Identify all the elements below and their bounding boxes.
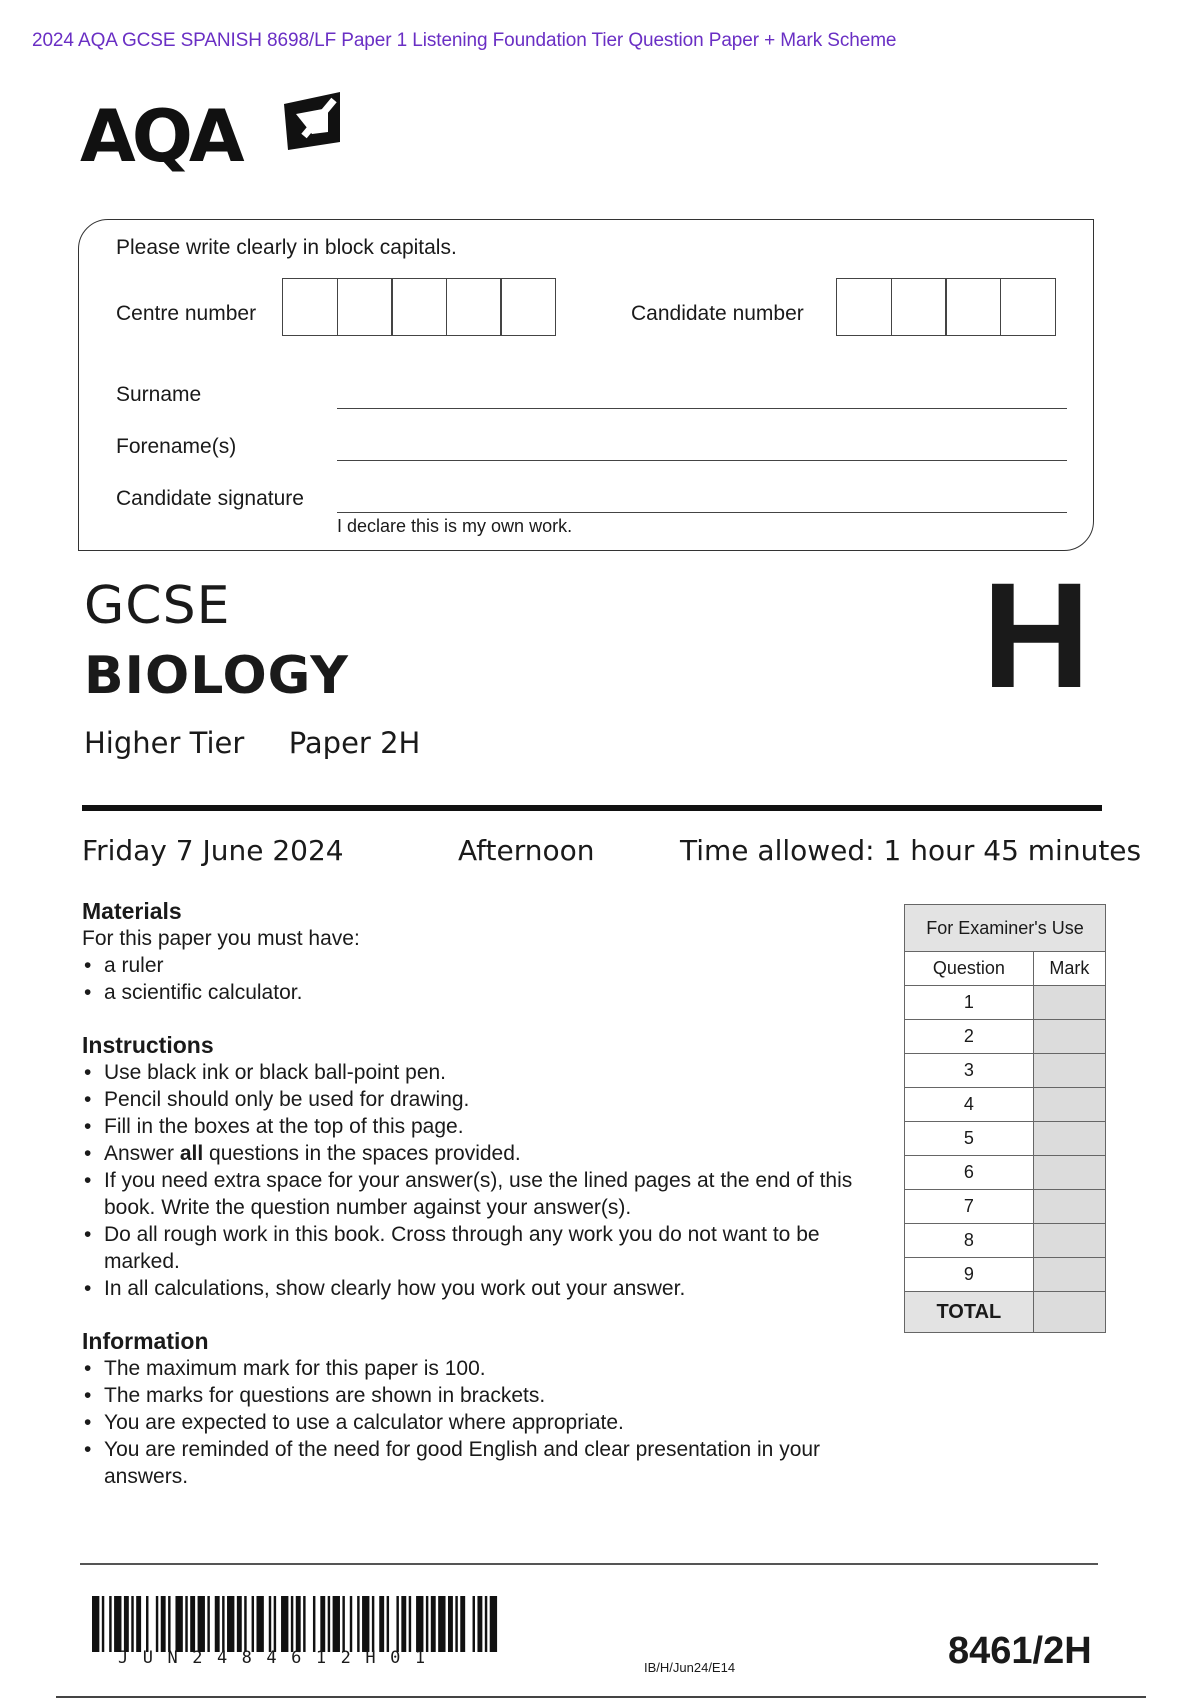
aqa-logo-mark-icon (282, 92, 342, 154)
signature-line[interactable] (337, 512, 1067, 513)
mark-cell (1033, 1088, 1105, 1122)
barcode-bar (124, 1596, 129, 1652)
barcode-bar (401, 1596, 406, 1652)
list-item: • You are reminded of the need for good English and clear presentation in your answers. (82, 1436, 842, 1490)
information-title: Information (82, 1328, 209, 1354)
barcode-bar (396, 1596, 398, 1652)
barcode-bar (350, 1596, 352, 1652)
barcode-bar (379, 1596, 384, 1652)
barcode-bar (237, 1596, 242, 1652)
barcode-bar (313, 1596, 315, 1652)
barcode-bar (222, 1596, 224, 1652)
mark-cell (1033, 1224, 1105, 1258)
block-capitals-instruction: Please write clearly in block capitals. (116, 236, 457, 259)
materials-section (82, 898, 882, 1006)
question-number: 9 (905, 1258, 1034, 1292)
tier-label: Higher Tier (84, 726, 245, 760)
mark-cell (1033, 1258, 1105, 1292)
information-list (82, 1355, 842, 1490)
document-title-link[interactable]: 2024 AQA GCSE SPANISH 8698/LF Paper 1 Listening Foundation Tier Question Paper + Mark Scheme (32, 30, 897, 51)
qualification-title: GCSE (84, 576, 231, 636)
barcode-bar (185, 1596, 187, 1652)
time-allowed: Time allowed: 1 hour 45 minutes (680, 834, 1142, 867)
question-number: 5 (905, 1122, 1034, 1156)
mark-cell (1033, 1054, 1105, 1088)
barcode-bar (477, 1596, 482, 1652)
barcode-bar (161, 1596, 166, 1652)
table-row (905, 1088, 1106, 1122)
barcode-bar (92, 1596, 99, 1652)
barcode-bar (460, 1596, 465, 1652)
table-row (905, 1156, 1106, 1190)
centre-number-boxes[interactable] (282, 278, 555, 336)
centre-digit-box[interactable] (500, 278, 556, 336)
barcode-bar (227, 1596, 234, 1652)
barcode-bar (256, 1596, 263, 1652)
list-item: • In all calculations, show clearly how you work out your answer. (82, 1275, 882, 1302)
barcode-bar (168, 1596, 170, 1652)
barcode-bar (409, 1596, 411, 1652)
mark-cell (1033, 1190, 1105, 1224)
barcode-bar (448, 1596, 453, 1652)
barcode-bar (303, 1596, 305, 1652)
table-row (905, 1190, 1106, 1224)
paper-code: 8461/2H (948, 1630, 1092, 1672)
surname-label: Surname (116, 383, 202, 406)
question-number: 8 (905, 1224, 1034, 1258)
exam-session: Afternoon (458, 834, 595, 867)
mark-cell (1033, 986, 1105, 1020)
barcode (92, 1596, 502, 1652)
materials-list (82, 952, 882, 1006)
barcode-bar (320, 1596, 325, 1652)
barcode-bar (328, 1596, 330, 1652)
aqa-logo-text: AQA (80, 94, 241, 178)
barcode-bar (109, 1596, 111, 1652)
page-bottom-border (56, 1696, 1146, 1698)
table-row (905, 1054, 1106, 1088)
instructions-title: Instructions (82, 1032, 214, 1058)
candidate-digit-box[interactable] (891, 278, 947, 336)
paper-label: Paper 2H (288, 726, 421, 760)
mark-column-header: Mark (1033, 952, 1105, 986)
centre-digit-box[interactable] (282, 278, 338, 336)
mark-cell (1033, 1020, 1105, 1054)
centre-digit-box[interactable] (446, 278, 502, 336)
list-item: • a scientific calculator. (82, 979, 882, 1006)
table-row (905, 1258, 1106, 1292)
barcode-bar (431, 1596, 436, 1652)
document-reference: IB/H/Jun24/E14 (644, 1660, 736, 1675)
forenames-label: Forename(s) (116, 435, 237, 458)
list-item-emphasis: all (179, 1142, 204, 1165)
barcode-bar (136, 1596, 141, 1652)
list-item: • Pencil should only be used for drawing. (82, 1086, 882, 1113)
barcode-bar (156, 1596, 158, 1652)
list-item (82, 1140, 882, 1167)
barcode-bar (372, 1596, 374, 1652)
barcode-bar (490, 1596, 497, 1652)
list-item: • You are expected to use a calculator where appropriate. (82, 1409, 842, 1436)
examiners-use-title: For Examiner's Use (905, 905, 1106, 952)
barcode-bar (342, 1596, 344, 1652)
subject-title: BIOLOGY (84, 646, 349, 706)
candidate-digit-box[interactable] (836, 278, 892, 336)
question-number: 3 (905, 1054, 1034, 1088)
barcode-bar (333, 1596, 340, 1652)
exam-date: Friday 7 June 2024 (82, 834, 344, 867)
total-mark-cell (1033, 1292, 1105, 1333)
signature-label: Candidate signature (116, 487, 304, 510)
barcode-bar (387, 1596, 389, 1652)
barcode-bar (175, 1596, 182, 1652)
barcode-bar (455, 1596, 457, 1652)
barcode-bar (438, 1596, 445, 1652)
list-item-text: questions in the spaces provided. (203, 1142, 521, 1165)
barcode-bar (416, 1596, 423, 1652)
candidate-digit-box[interactable] (1000, 278, 1056, 336)
header-divider (82, 805, 1102, 811)
barcode-bar (485, 1596, 487, 1652)
barcode-bar (102, 1596, 104, 1652)
list-item: • Do all rough work in this book. Cross through any work you do not want to be marked. (82, 1221, 882, 1275)
barcode-bar (146, 1596, 148, 1652)
table-row (905, 1292, 1106, 1333)
barcode-bar (252, 1596, 254, 1652)
aqa-logo (80, 92, 350, 187)
forenames-line[interactable] (337, 460, 1067, 461)
barcode-bar (215, 1596, 220, 1652)
question-number: 4 (905, 1088, 1034, 1122)
table-row (905, 1020, 1106, 1054)
examiners-use-table (904, 904, 1106, 1333)
barcode-bar (274, 1596, 276, 1652)
barcode-bar (281, 1596, 288, 1652)
information-section (82, 1328, 842, 1490)
instructions-list (82, 1059, 882, 1302)
question-column-header: Question (905, 952, 1034, 986)
table-row (905, 1122, 1106, 1156)
declaration-text: I declare this is my own work. (337, 516, 573, 536)
barcode-bar (291, 1596, 293, 1652)
question-number: 7 (905, 1190, 1034, 1224)
total-label: TOTAL (905, 1292, 1034, 1333)
tier-paper-line (84, 726, 420, 760)
candidate-number-label: Candidate number (631, 302, 804, 325)
list-item-text: Answer (104, 1142, 180, 1165)
list-item: • The marks for questions are shown in brackets. (82, 1382, 842, 1409)
barcode-bar (131, 1596, 133, 1652)
materials-intro: For this paper you must have: (82, 927, 360, 950)
mark-cell (1033, 1156, 1105, 1190)
candidate-details-box (78, 219, 1094, 551)
barcode-digits: JUN2484612H01 (118, 1648, 440, 1668)
list-item: • Fill in the boxes at the top of this page. (82, 1113, 882, 1140)
list-item: • The maximum mark for this paper is 100. (82, 1355, 842, 1382)
candidate-number-boxes[interactable] (836, 278, 1054, 336)
barcode-bar (362, 1596, 369, 1652)
tier-letter: H (982, 551, 1091, 719)
instructions-section (82, 1032, 882, 1302)
list-item: • a ruler (82, 952, 882, 979)
barcode-bar (244, 1596, 246, 1652)
barcode-bar (473, 1596, 475, 1652)
table-row (905, 1224, 1106, 1258)
question-number: 6 (905, 1156, 1034, 1190)
surname-line[interactable] (337, 408, 1067, 409)
centre-digit-box[interactable] (391, 278, 447, 336)
barcode-bar (207, 1596, 209, 1652)
centre-digit-box[interactable] (337, 278, 393, 336)
barcode-bar (296, 1596, 301, 1652)
barcode-bar (426, 1596, 428, 1652)
materials-title: Materials (82, 898, 182, 924)
list-item: • If you need extra space for your answer(s), use the lined pages at the end of this book. Write the question number against your answer(s). (82, 1167, 882, 1221)
candidate-digit-box[interactable] (945, 278, 1001, 336)
footer-divider (80, 1563, 1098, 1565)
table-row (905, 986, 1106, 1020)
barcode-bar (198, 1596, 205, 1652)
barcode-bar (357, 1596, 359, 1652)
question-number: 2 (905, 1020, 1034, 1054)
mark-cell (1033, 1122, 1105, 1156)
list-item: • Use black ink or black ball-point pen. (82, 1059, 882, 1086)
barcode-bar (114, 1596, 121, 1652)
barcode-bar (190, 1596, 195, 1652)
question-number: 1 (905, 986, 1034, 1020)
barcode-bar (269, 1596, 271, 1652)
centre-number-label: Centre number (116, 302, 257, 325)
